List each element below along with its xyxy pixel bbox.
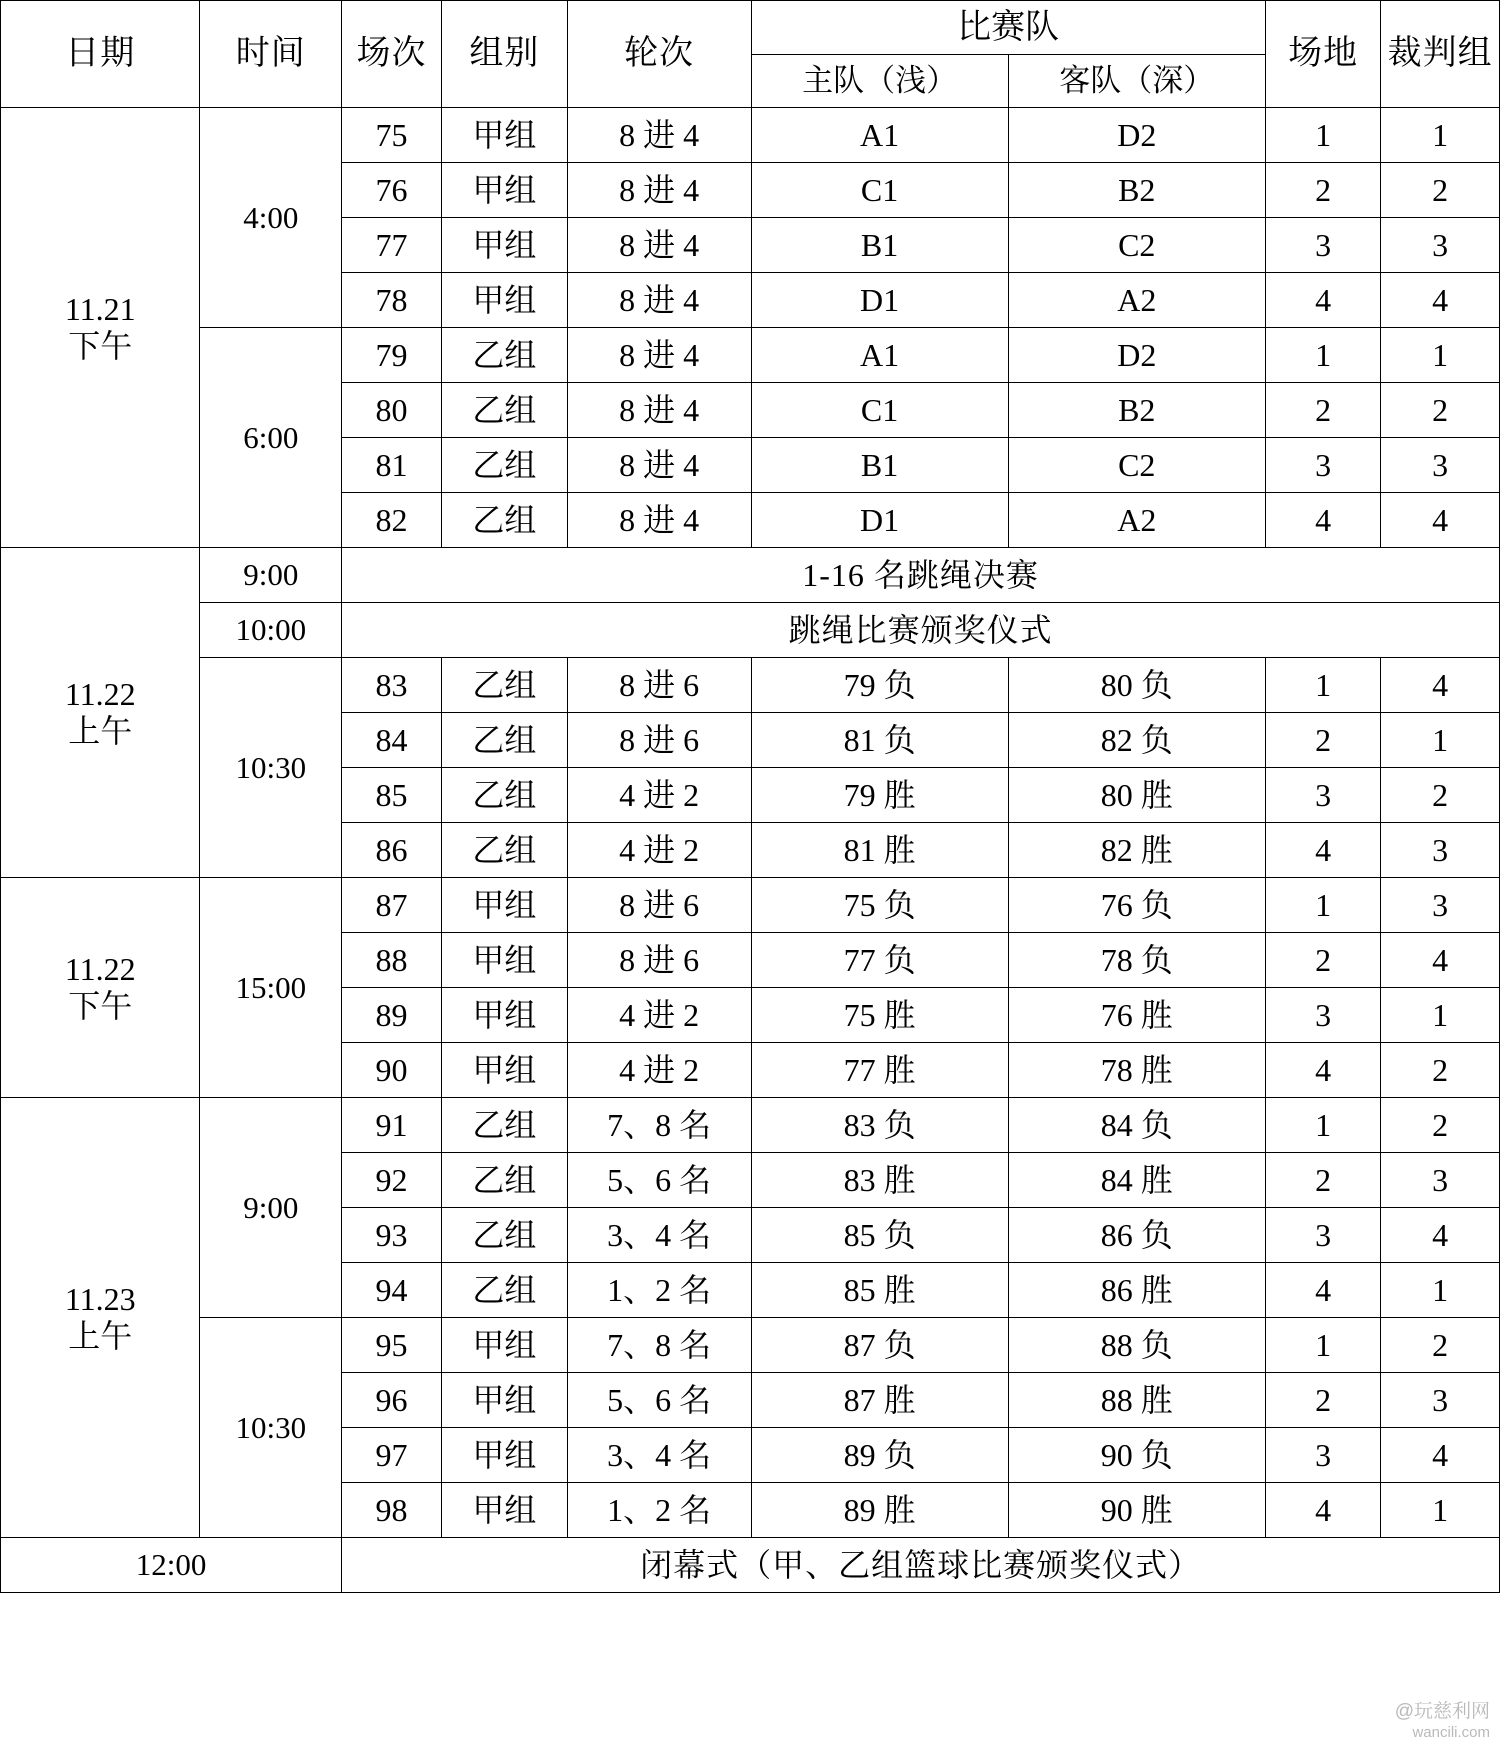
cell-referee: 2 — [1381, 768, 1500, 823]
cell-event: 跳绳比赛颁奖仪式 — [342, 603, 1500, 658]
cell-court: 1 — [1265, 878, 1380, 933]
cell-away-team: 80 负 — [1008, 658, 1265, 713]
cell-referee: 1 — [1381, 328, 1500, 383]
cell-referee: 1 — [1381, 713, 1500, 768]
cell-group: 甲组 — [441, 1043, 567, 1098]
cell-match-no: 81 — [342, 438, 442, 493]
cell-away-team: 88 胜 — [1008, 1373, 1265, 1428]
cell-home-team: C1 — [751, 163, 1008, 218]
cell-match-no: 80 — [342, 383, 442, 438]
cell-away-team: B2 — [1008, 163, 1265, 218]
cell-court: 3 — [1265, 988, 1380, 1043]
cell-away-team: 82 胜 — [1008, 823, 1265, 878]
table-row — [1, 1538, 1500, 1593]
table-row — [1, 603, 1500, 658]
column-header-round: 轮次 — [567, 1, 751, 108]
cell-time: 9:00 — [200, 1098, 342, 1318]
cell-referee: 3 — [1381, 438, 1500, 493]
cell-home-team: 83 负 — [751, 1098, 1008, 1153]
cell-match-no: 91 — [342, 1098, 442, 1153]
table-row — [1, 1098, 1500, 1153]
column-header-date: 日期 — [1, 1, 200, 108]
cell-round: 4 进 2 — [567, 1043, 751, 1098]
cell-away-team: 80 胜 — [1008, 768, 1265, 823]
cell-referee: 1 — [1381, 1263, 1500, 1318]
cell-round: 8 进 4 — [567, 108, 751, 163]
cell-court: 2 — [1265, 1373, 1380, 1428]
cell-round: 8 进 4 — [567, 493, 751, 548]
cell-home-team: C1 — [751, 383, 1008, 438]
cell-group: 甲组 — [441, 163, 567, 218]
cell-referee: 1 — [1381, 108, 1500, 163]
cell-away-team: 90 负 — [1008, 1428, 1265, 1483]
cell-home-team: A1 — [751, 108, 1008, 163]
cell-round: 4 进 2 — [567, 823, 751, 878]
cell-referee: 3 — [1381, 1373, 1500, 1428]
cell-match-no: 94 — [342, 1263, 442, 1318]
cell-group: 甲组 — [441, 933, 567, 988]
cell-home-team: 75 胜 — [751, 988, 1008, 1043]
cell-home-team: 81 负 — [751, 713, 1008, 768]
column-header-home-team: 主队（浅） — [751, 55, 1008, 108]
cell-group: 甲组 — [441, 988, 567, 1043]
cell-away-team: C2 — [1008, 218, 1265, 273]
table-row — [1, 1318, 1500, 1373]
cell-group: 甲组 — [441, 1428, 567, 1483]
cell-referee: 3 — [1381, 878, 1500, 933]
cell-referee: 4 — [1381, 1208, 1500, 1263]
cell-home-team: D1 — [751, 273, 1008, 328]
column-header-away-team: 客队（深） — [1008, 55, 1265, 108]
cell-time: 15:00 — [200, 878, 342, 1098]
cell-away-team: 82 负 — [1008, 713, 1265, 768]
cell-group: 乙组 — [441, 438, 567, 493]
cell-match-no: 96 — [342, 1373, 442, 1428]
cell-group: 乙组 — [441, 768, 567, 823]
cell-home-team: 81 胜 — [751, 823, 1008, 878]
cell-court: 2 — [1265, 163, 1380, 218]
cell-court: 1 — [1265, 328, 1380, 383]
cell-round: 5、6 名 — [567, 1373, 751, 1428]
cell-referee: 2 — [1381, 1318, 1500, 1373]
cell-match-no: 88 — [342, 933, 442, 988]
cell-date: 11.23 上午 — [1, 1098, 200, 1538]
cell-group: 甲组 — [441, 273, 567, 328]
cell-time: 4:00 — [200, 108, 342, 328]
cell-referee: 2 — [1381, 1043, 1500, 1098]
cell-referee: 4 — [1381, 658, 1500, 713]
cell-match-no: 92 — [342, 1153, 442, 1208]
cell-away-team: 76 胜 — [1008, 988, 1265, 1043]
cell-match-no: 89 — [342, 988, 442, 1043]
cell-court: 3 — [1265, 1428, 1380, 1483]
cell-round: 8 进 6 — [567, 713, 751, 768]
cell-group: 乙组 — [441, 658, 567, 713]
cell-away-team: 86 负 — [1008, 1208, 1265, 1263]
cell-away-team: A2 — [1008, 493, 1265, 548]
watermark — [1395, 1701, 1490, 1742]
cell-group: 乙组 — [441, 1153, 567, 1208]
cell-referee: 2 — [1381, 1098, 1500, 1153]
cell-round: 8 进 6 — [567, 658, 751, 713]
cell-court: 4 — [1265, 1483, 1380, 1538]
cell-referee: 2 — [1381, 163, 1500, 218]
cell-referee: 3 — [1381, 823, 1500, 878]
cell-away-team: 86 胜 — [1008, 1263, 1265, 1318]
cell-court: 4 — [1265, 1263, 1380, 1318]
cell-referee: 4 — [1381, 1428, 1500, 1483]
cell-home-team: 85 负 — [751, 1208, 1008, 1263]
cell-home-team: 85 胜 — [751, 1263, 1008, 1318]
cell-home-team: 87 胜 — [751, 1373, 1008, 1428]
cell-away-team: 88 负 — [1008, 1318, 1265, 1373]
cell-court: 2 — [1265, 383, 1380, 438]
cell-home-team: D1 — [751, 493, 1008, 548]
cell-round: 5、6 名 — [567, 1153, 751, 1208]
cell-round: 1、2 名 — [567, 1263, 751, 1318]
cell-away-team: D2 — [1008, 108, 1265, 163]
cell-away-team: B2 — [1008, 383, 1265, 438]
cell-match-no: 75 — [342, 108, 442, 163]
cell-referee: 1 — [1381, 1483, 1500, 1538]
cell-match-no: 98 — [342, 1483, 442, 1538]
cell-court: 2 — [1265, 1153, 1380, 1208]
cell-event: 1-16 名跳绳决赛 — [342, 548, 1500, 603]
cell-match-no: 85 — [342, 768, 442, 823]
cell-match-no: 86 — [342, 823, 442, 878]
cell-away-team: 78 胜 — [1008, 1043, 1265, 1098]
cell-group: 乙组 — [441, 713, 567, 768]
cell-round: 8 进 6 — [567, 878, 751, 933]
header-row-primary — [1, 1, 1500, 55]
cell-referee: 3 — [1381, 1153, 1500, 1208]
cell-match-no: 93 — [342, 1208, 442, 1263]
cell-home-team: 79 负 — [751, 658, 1008, 713]
cell-home-team: B1 — [751, 218, 1008, 273]
cell-court: 3 — [1265, 438, 1380, 493]
cell-round: 8 进 4 — [567, 273, 751, 328]
cell-court: 2 — [1265, 933, 1380, 988]
cell-referee: 1 — [1381, 988, 1500, 1043]
cell-round: 3、4 名 — [567, 1208, 751, 1263]
cell-group: 乙组 — [441, 823, 567, 878]
cell-group: 甲组 — [441, 1483, 567, 1538]
cell-group: 乙组 — [441, 1208, 567, 1263]
cell-group: 甲组 — [441, 1373, 567, 1428]
cell-referee: 3 — [1381, 218, 1500, 273]
column-header-teams: 比赛队 — [751, 1, 1265, 55]
cell-court: 4 — [1265, 493, 1380, 548]
watermark-line-1: @玩慈利网 — [1394, 1701, 1490, 1723]
cell-time: 12:00 — [1, 1538, 342, 1593]
cell-round: 8 进 6 — [567, 933, 751, 988]
cell-court: 2 — [1265, 713, 1380, 768]
cell-referee: 4 — [1381, 493, 1500, 548]
table-row — [1, 878, 1500, 933]
cell-time: 10:30 — [200, 1318, 342, 1538]
cell-court: 3 — [1265, 218, 1380, 273]
cell-round: 8 进 4 — [567, 218, 751, 273]
column-header-match-no — [342, 1, 442, 108]
cell-match-no: 83 — [342, 658, 442, 713]
cell-court: 1 — [1265, 658, 1380, 713]
cell-round: 8 进 4 — [567, 163, 751, 218]
column-header-group: 组别 — [441, 1, 567, 108]
cell-time: 10:00 — [200, 603, 342, 658]
cell-group: 乙组 — [441, 493, 567, 548]
cell-court: 1 — [1265, 108, 1380, 163]
cell-match-no: 76 — [342, 163, 442, 218]
cell-time: 9:00 — [200, 548, 342, 603]
cell-match-no: 87 — [342, 878, 442, 933]
cell-group: 乙组 — [441, 1098, 567, 1153]
table-row — [1, 548, 1500, 603]
table-row — [1, 328, 1500, 383]
cell-away-team: 84 胜 — [1008, 1153, 1265, 1208]
watermark-line-2: wancili.com — [1412, 1724, 1490, 1741]
table-row — [1, 108, 1500, 163]
cell-round: 3、4 名 — [567, 1428, 751, 1483]
cell-round: 4 进 2 — [567, 768, 751, 823]
cell-match-no: 90 — [342, 1043, 442, 1098]
cell-round: 8 进 4 — [567, 383, 751, 438]
cell-date: 11.22 上午 — [1, 548, 200, 878]
cell-court: 4 — [1265, 823, 1380, 878]
cell-home-team: A1 — [751, 328, 1008, 383]
cell-court: 1 — [1265, 1098, 1380, 1153]
cell-date: 11.22 下午 — [1, 878, 200, 1098]
cell-away-team: A2 — [1008, 273, 1265, 328]
cell-event: 闭幕式（甲、乙组篮球比赛颁奖仪式） — [342, 1538, 1500, 1593]
cell-referee: 2 — [1381, 383, 1500, 438]
table-body — [1, 108, 1500, 1593]
cell-match-no: 82 — [342, 493, 442, 548]
cell-referee: 4 — [1381, 933, 1500, 988]
cell-group: 乙组 — [441, 328, 567, 383]
cell-round: 4 进 2 — [567, 988, 751, 1043]
cell-group: 甲组 — [441, 218, 567, 273]
column-header-time: 时间 — [200, 1, 342, 108]
cell-group: 乙组 — [441, 383, 567, 438]
cell-round: 7、8 名 — [567, 1318, 751, 1373]
column-header-referee: 裁判组 — [1381, 1, 1500, 108]
cell-match-no: 79 — [342, 328, 442, 383]
cell-match-no: 78 — [342, 273, 442, 328]
cell-court: 4 — [1265, 273, 1380, 328]
cell-away-team: 78 负 — [1008, 933, 1265, 988]
cell-group: 甲组 — [441, 108, 567, 163]
cell-away-team: 76 负 — [1008, 878, 1265, 933]
cell-court: 3 — [1265, 768, 1380, 823]
cell-round: 7、8 名 — [567, 1098, 751, 1153]
cell-group: 乙组 — [441, 1263, 567, 1318]
cell-home-team: 77 负 — [751, 933, 1008, 988]
cell-group: 甲组 — [441, 878, 567, 933]
cell-away-team: C2 — [1008, 438, 1265, 493]
cell-home-team: 75 负 — [751, 878, 1008, 933]
cell-court: 1 — [1265, 1318, 1380, 1373]
cell-referee: 4 — [1381, 273, 1500, 328]
cell-home-team: 79 胜 — [751, 768, 1008, 823]
cell-home-team: B1 — [751, 438, 1008, 493]
column-header-court: 场地 — [1265, 1, 1380, 108]
table-row — [1, 658, 1500, 713]
cell-match-no: 77 — [342, 218, 442, 273]
cell-court: 4 — [1265, 1043, 1380, 1098]
cell-round: 1、2 名 — [567, 1483, 751, 1538]
cell-home-team: 77 胜 — [751, 1043, 1008, 1098]
cell-court: 3 — [1265, 1208, 1380, 1263]
table-header — [1, 1, 1500, 108]
cell-group: 甲组 — [441, 1318, 567, 1373]
cell-match-no: 95 — [342, 1318, 442, 1373]
cell-time: 6:00 — [200, 328, 342, 548]
cell-away-team: 84 负 — [1008, 1098, 1265, 1153]
cell-away-team: D2 — [1008, 328, 1265, 383]
cell-home-team: 89 负 — [751, 1428, 1008, 1483]
cell-round: 8 进 4 — [567, 328, 751, 383]
cell-time: 10:30 — [200, 658, 342, 878]
cell-date: 11.21 下午 — [1, 108, 200, 548]
cell-match-no: 97 — [342, 1428, 442, 1483]
cell-away-team: 90 胜 — [1008, 1483, 1265, 1538]
cell-home-team: 83 胜 — [751, 1153, 1008, 1208]
cell-home-team: 87 负 — [751, 1318, 1008, 1373]
cell-home-team: 89 胜 — [751, 1483, 1008, 1538]
cell-round: 8 进 4 — [567, 438, 751, 493]
cell-match-no: 84 — [342, 713, 442, 768]
column-header-match-no-label: 场次 — [356, 35, 427, 73]
